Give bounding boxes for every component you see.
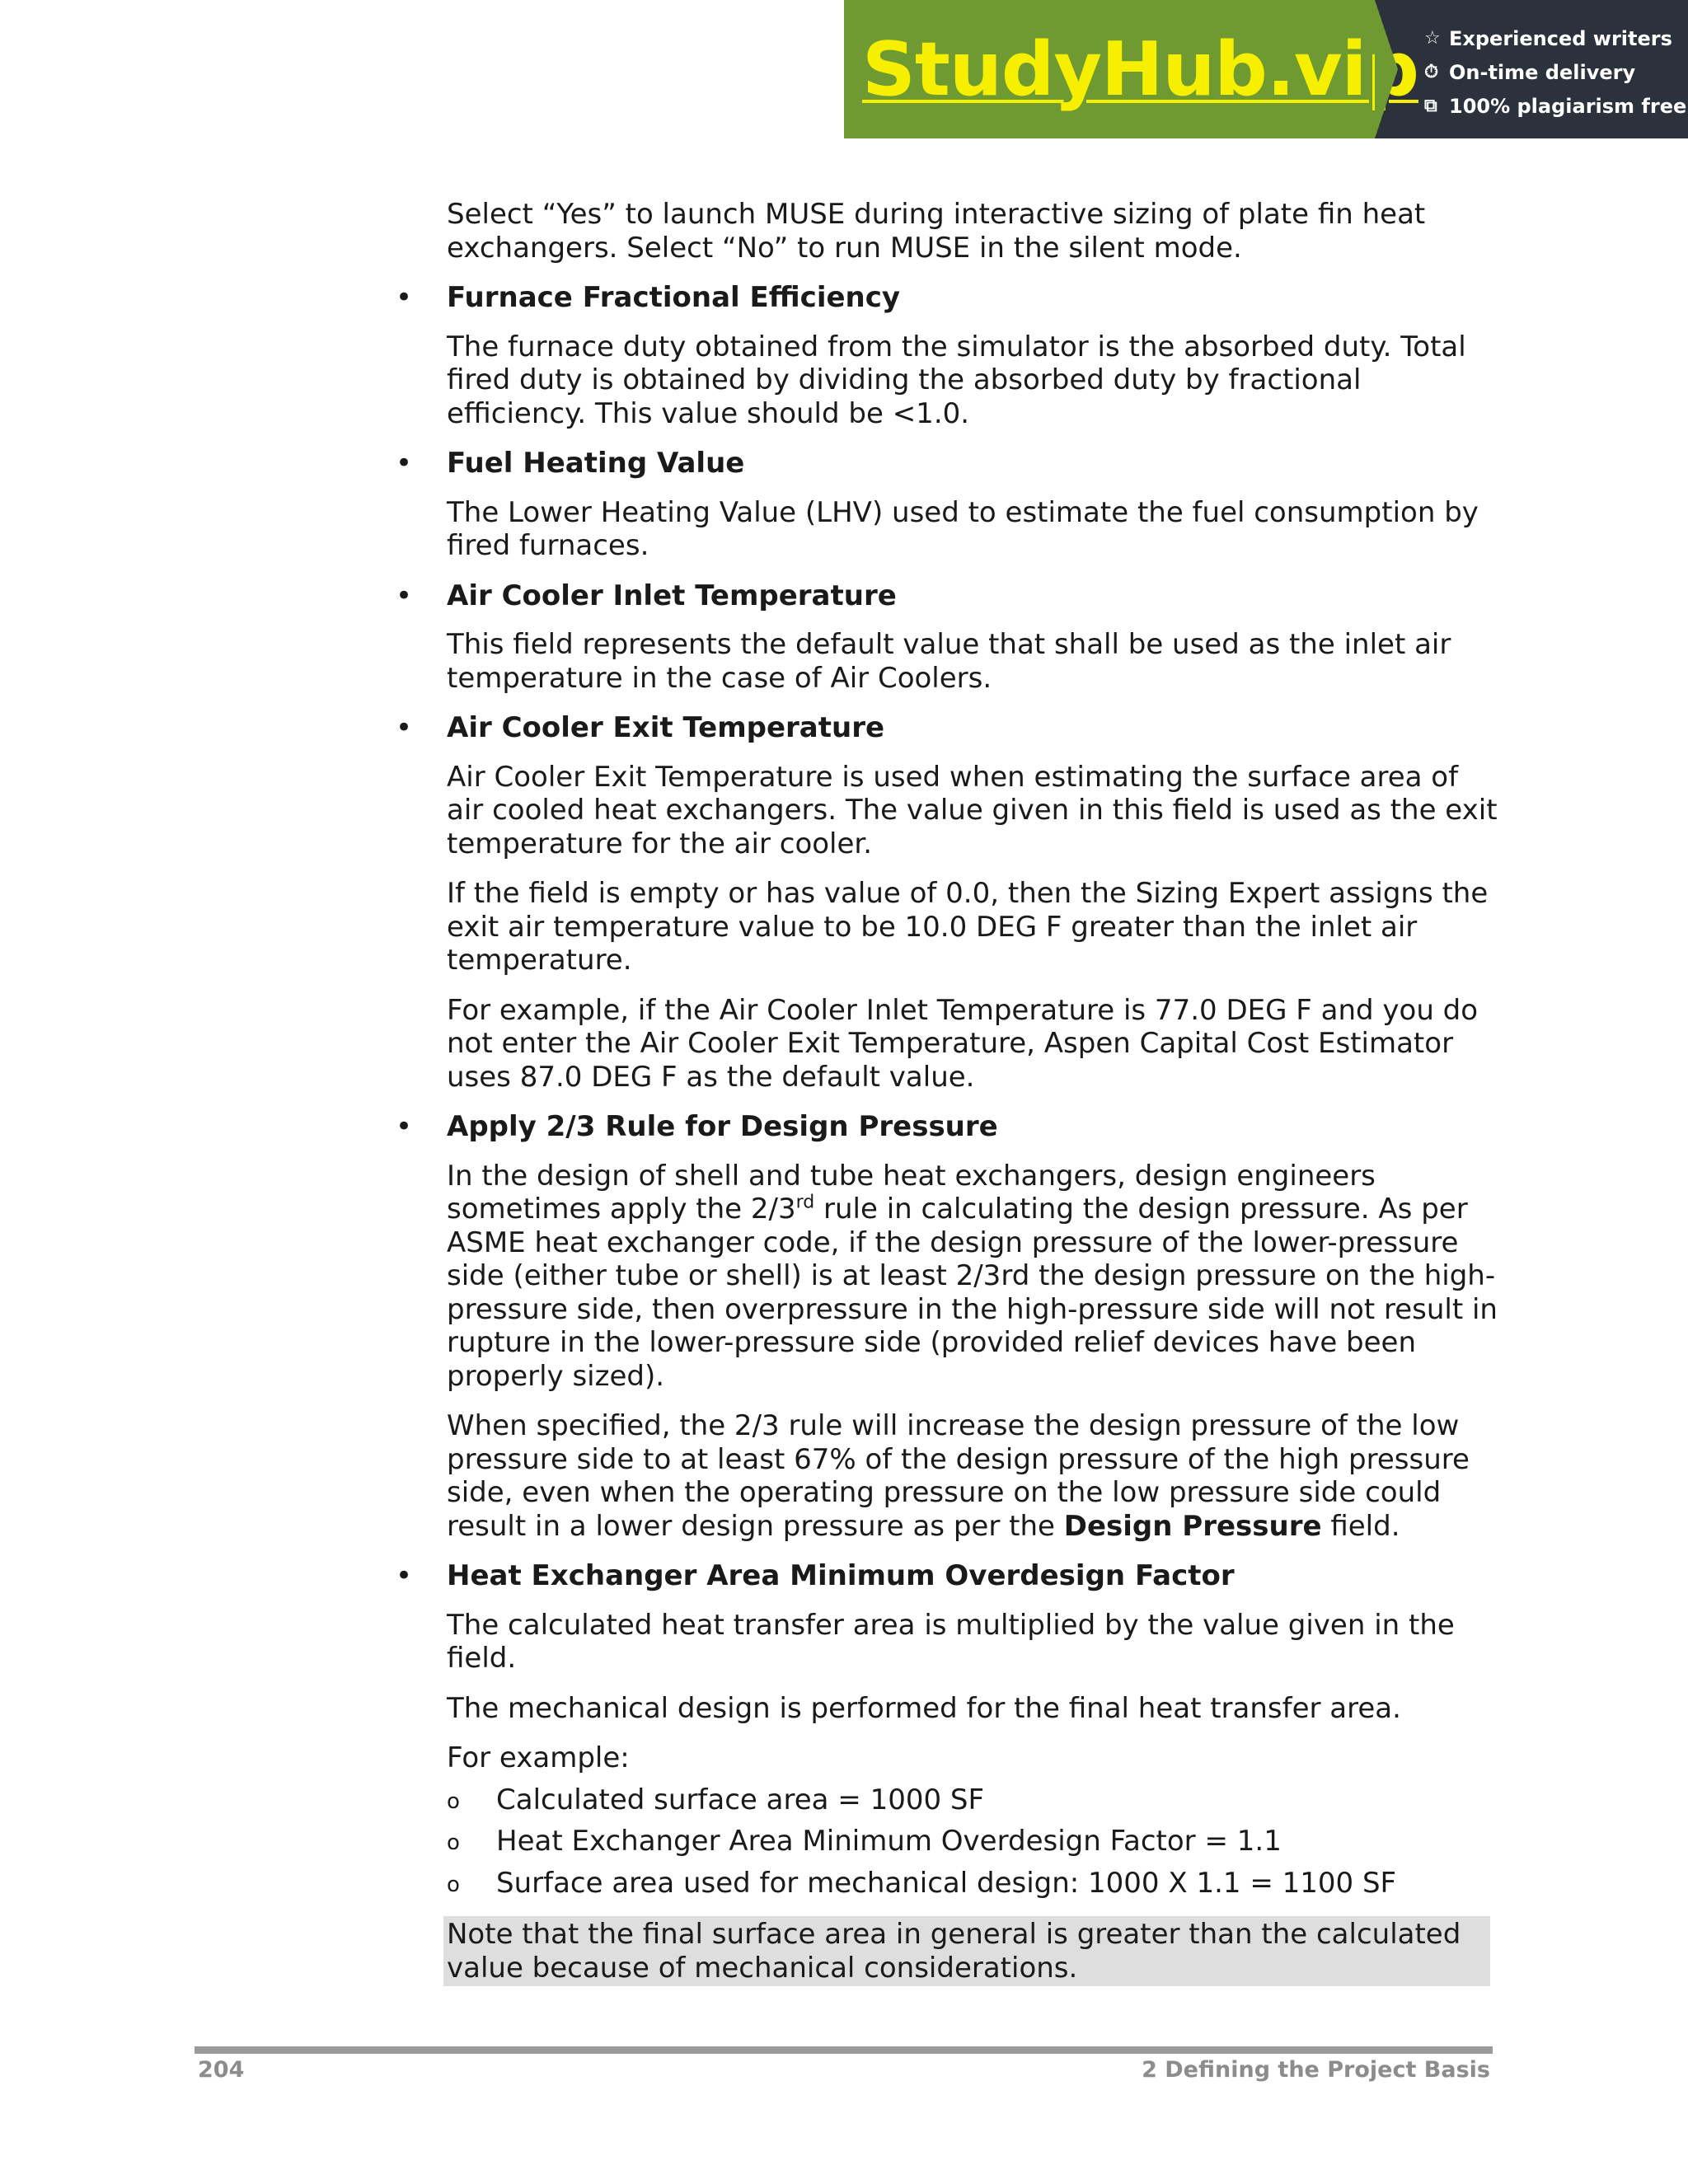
section-heading-air-cooler-inlet: • Air Cooler Inlet Temperature <box>396 579 897 612</box>
studyhub-logo[interactable] <box>844 0 1418 138</box>
page-footer <box>198 2057 1490 2083</box>
section-paragraph: This field represents the default value that shall be used as the inlet air temperature in the case of Air Coolers. <box>447 628 1451 695</box>
bullet-dot-icon: • <box>396 281 413 314</box>
list-item: o Heat Exchanger Area Minimum Overdesign Factor = 1.1 <box>496 1825 1500 1858</box>
document-body <box>396 198 1500 1986</box>
section-paragraph: The furnace duty obtained from the simulator is the absorbed duty. Total fired duty is obtained by dividing the absorbed duty by fractional efficiency. This value should be <1.0. <box>447 330 1466 430</box>
superscript-rd: rd <box>795 1192 815 1213</box>
section-heading-air-cooler-exit: • Air Cooler Exit Temperature <box>396 711 885 744</box>
bullet-dot-icon: • <box>396 1559 413 1592</box>
feature-experienced-writers <box>1424 21 1688 55</box>
section-paragraph: For example: <box>447 1741 630 1774</box>
clock-icon: ⏱ <box>1424 62 1439 82</box>
feature-plagiarism-free <box>1424 89 1688 123</box>
section-paragraph: The calculated heat transfer area is multiplied by the value given in the field. <box>447 1608 1455 1675</box>
list-item: o Surface area used for mechanical design: 1000 X 1.1 = 1100 SF <box>496 1867 1500 1900</box>
section-paragraph: When specified, the 2/3 rule will increase the design pressure of the low pressure side to at least 67% of the design pressure of the high pressure side, even when the operating pressure on the low pressure side could result in a lower design pressure as per the Design Pressure field. <box>447 1409 1470 1543</box>
section-heading-two-thirds-rule: • Apply 2/3 Rule for Design Pressure <box>396 1110 998 1143</box>
page-number: 204 <box>198 2057 245 2083</box>
bullet-dot-icon: • <box>396 711 413 744</box>
bullet-dot-icon: • <box>396 579 413 612</box>
copy-document-icon: ⧉ <box>1424 96 1437 116</box>
section-heading-overdesign-factor: • Heat Exchanger Area Minimum Overdesign Factor <box>396 1559 1235 1592</box>
section-paragraph: Air Cooler Exit Temperature is used when estimating the surface area of air cooled heat exchangers. The value given in this field is used as the exit temperature for the air cooler. <box>447 760 1498 860</box>
section-paragraph: If the field is empty or has value of 0.0, then the Sizing Expert assigns the exit air temperature value to be 10.0 DEG F greater than the inlet air temperature. <box>447 877 1489 977</box>
circle-bullet-icon: o <box>447 1830 460 1855</box>
logo-text: StudyHub.vip <box>862 26 1418 113</box>
feature-label: On-time delivery <box>1449 60 1636 84</box>
bold-term: Design Pressure <box>1063 1509 1322 1543</box>
star-outline-icon: ☆ <box>1424 28 1441 49</box>
feature-on-time-delivery <box>1424 55 1688 89</box>
section-heading-furnace-efficiency: • Furnace Fractional Efficiency <box>396 281 901 314</box>
section-paragraph: For example, if the Air Cooler Inlet Temperature is 77.0 DEG F and you do not enter the Air Cooler Exit Temperature, Aspen Capital Cost Estimator uses 87.0 DEG F as the default value. <box>447 993 1479 1094</box>
note-box: Note that the final surface area in general is greater than the calculated value because of mechanical considerations. <box>443 1916 1490 1986</box>
bullet-dot-icon: • <box>396 1110 413 1143</box>
bullet-dot-icon: • <box>396 447 413 480</box>
feature-label: Experienced writers <box>1449 26 1672 50</box>
section-paragraph: The mechanical design is performed for the final heat transfer area. <box>447 1691 1401 1725</box>
list-item: o Calculated surface area = 1000 SF <box>496 1783 1500 1817</box>
section-paragraph: The Lower Heating Value (LHV) used to estimate the fuel consumption by fired furnaces. <box>447 495 1479 562</box>
intro-paragraph: Select “Yes” to launch MUSE during interactive sizing of plate fin heat exchangers. Select “No” to run MUSE in the silent mode. <box>447 198 1426 265</box>
circle-bullet-icon: o <box>447 1788 460 1814</box>
banner-features <box>1375 0 1688 138</box>
circle-bullet-icon: o <box>447 1872 460 1897</box>
section-paragraph: In the design of shell and tube heat exchangers, design engineers sometimes apply the 2/3rd rule in calculating the design pressure. As per ASME heat exchanger code, if the design pressure of the lower-pressure side (either tube or shell) is at least 2/3rd the design pressure on the high-pressure side, then overpressure in the high-pressure side will not result in rupture in the lower-pressure side (provided relief devices have been properly sized). <box>447 1159 1498 1393</box>
footer-divider <box>195 2046 1493 2054</box>
feature-label: 100% plagiarism free <box>1449 94 1687 118</box>
ad-banner[interactable] <box>844 0 1688 138</box>
section-heading-fuel-heating-value: • Fuel Heating Value <box>396 447 745 480</box>
chapter-title: 2 Defining the Project Basis <box>1142 2057 1490 2083</box>
